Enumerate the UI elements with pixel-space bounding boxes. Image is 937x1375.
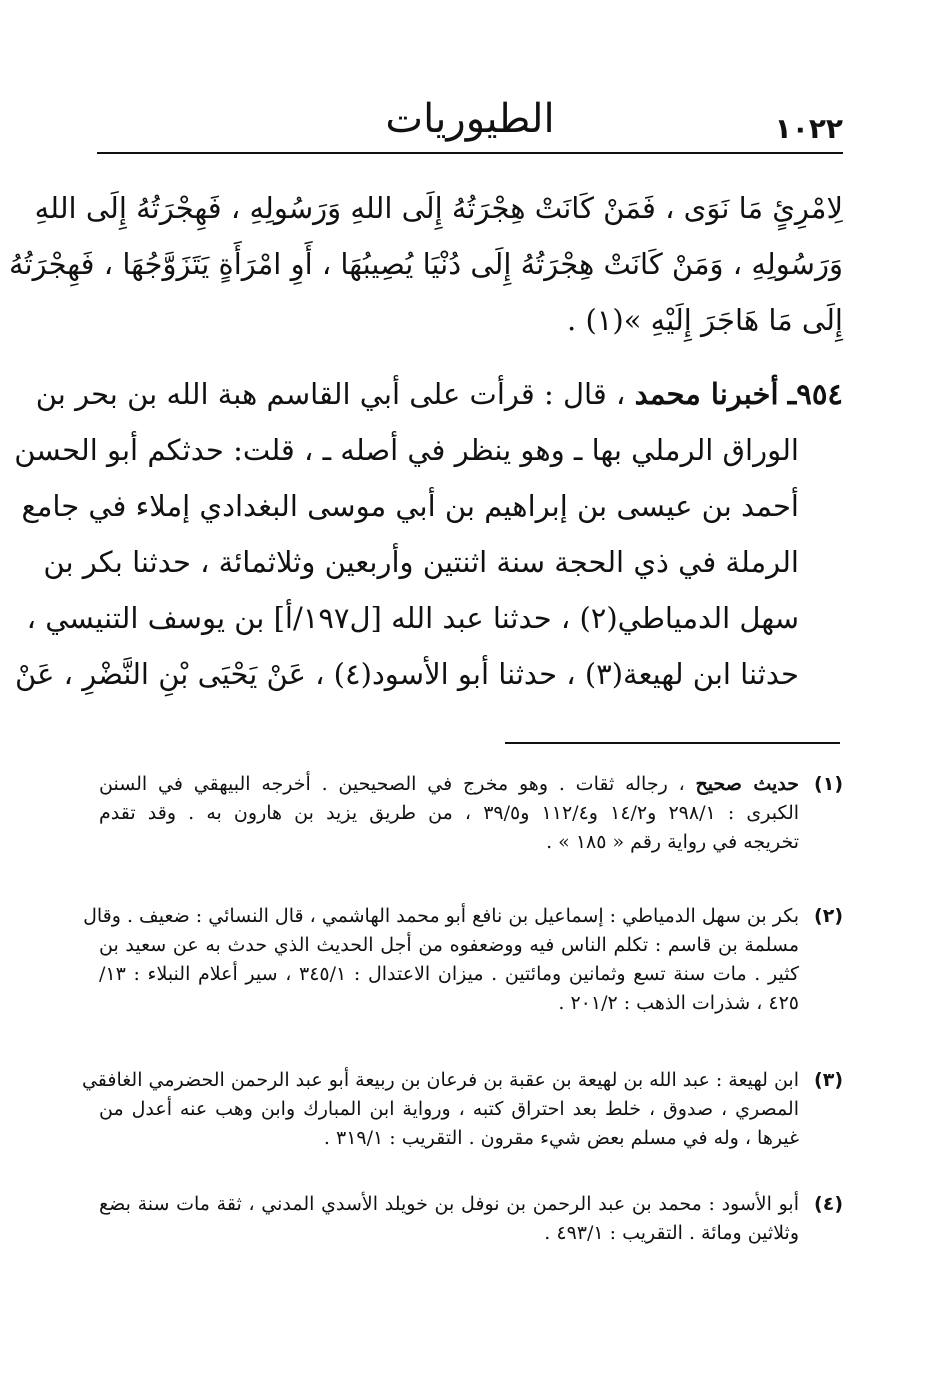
footnote-line: أبو الأسود : محمد بن عبد الرحمن بن نوفل بن خويلد الأسدي المدني ، ثقة مات سنة بضع [99, 1193, 799, 1215]
header-rule [97, 152, 843, 154]
footnote-2 [83, 902, 843, 1018]
hadith-text-continued [8, 180, 843, 348]
footnote-line: بكر بن سهل الدمياطي : إسماعيل بن نافع أبو محمد الهاشمي ، قال النسائي : ضعيف . وقال [83, 905, 799, 927]
footnote-mark: (٤) [814, 1193, 843, 1215]
page-header [97, 96, 843, 152]
book-title: الطيوريات [385, 96, 555, 142]
footnote-line: كثير . مات سنة تسع وثمانين ومائتين . ميزان الاعتدال : ٣٤٥/١ ، سير أعلام النبلاء : ١٣/ [99, 963, 799, 985]
entry-954 [14, 366, 843, 702]
text-line: وَرَسُولِهِ ، وَمَنْ كَانَتْ هِجْرَتُهُ إِلَى دُنْيَا يُصِيبُهَا ، أَوِ امْرَأَةٍ يَتَزَوَّجُهَا ، فَهِجْرَتُهُ [8, 247, 843, 281]
text-line: إِلَى مَا هَاجَرَ إِلَيْهِ »(١) . [567, 303, 843, 337]
text-line: لِامْرِئٍ مَا نَوَى ، فَمَنْ كَانَتْ هِجْرَتُهُ إِلَى اللهِ وَرَسُولِهِ ، فَهِجْرَتُهُ إِلَى اللهِ [34, 191, 843, 225]
footnote-line: ٤٢٥ ، شذرات الذهب : ٢٠١/٢ . [558, 992, 799, 1014]
footnote-line: المصري ، صدوق ، خلط بعد احتراق كتبه ، ورواية ابن المبارك وابن وهب عنه أعدل من [99, 1098, 799, 1120]
footnote-line: غيرها ، وله في مسلم بعض شيء مقرون . التقريب : ٣١٩/١ . [323, 1127, 799, 1149]
entry-line-text: ، قال : قرأت على أبي القاسم هبة الله بن بحر بن [35, 377, 626, 411]
footnote-separator [505, 742, 840, 744]
footnote-body [99, 1190, 799, 1248]
page-number: ١٠٢٢ [774, 112, 843, 145]
text-line: الرملة في ذي الحجة سنة اثنتين وأربعين وثلاثمائة ، حدثنا بكر بن [43, 545, 799, 579]
footnote-body [99, 770, 799, 857]
footnote-1 [99, 770, 843, 857]
footnote-mark: (٣) [814, 1069, 843, 1091]
footnote-body [81, 1066, 799, 1153]
footnote-body [83, 902, 799, 1018]
footnote-line: تخريجه في رواية رقم « ١٨٥ » . [546, 831, 799, 853]
text-line: حدثنا ابن لهيعة(٣) ، حدثنا أبو الأسود(٤) ، عَنْ يَحْيَى بْنِ النَّضْرِ ، عَنْ [15, 657, 799, 691]
footnote-mark: (١) [814, 773, 843, 795]
footnote-line: وثلاثين ومائة . التقريب : ٤٩٣/١ . [544, 1222, 799, 1244]
footnote-lead: حديث صحيح [695, 773, 799, 795]
footnote-mark: (٢) [814, 905, 843, 927]
footnote-3 [81, 1066, 843, 1153]
text-line: الوراق الرملي بها ـ وهو ينظر في أصله ـ ، قلت: حدثكم أبو الحسن [14, 433, 799, 467]
text-line: أحمد بن عيسى بن إبراهيم بن أبي موسى البغدادي إملاء في جامع [21, 489, 799, 523]
entry-lead: أخبرنا محمد [634, 377, 779, 411]
footnote-line-text: ، رجاله ثقات . وهو مخرج في الصحيحين . أخرجه البيهقي في السنن [99, 773, 685, 795]
footnote-4 [99, 1190, 843, 1248]
entry-number: ٩٥٤ـ [787, 377, 843, 411]
footnote-line [99, 770, 799, 799]
footnote-line: ابن لهيعة : عبد الله بن لهيعة بن عقبة بن فرعان بن ربيعة أبو عبد الرحمن الحضرمي الغافقي [81, 1069, 799, 1091]
footnote-line: مسلمة بن قاسم : تكلم الناس فيه ووضعفوه من أجل الحديث الذي حدث به عن سعيد بن [99, 934, 799, 956]
footnote-line: الكبرى : ٢٩٨/١ و١٤/٢ و١١٢/٤ و٣٩/٥ ، من طريق يزيد بن هارون به . وقد تقدم [99, 802, 800, 824]
entry-first-line [35, 366, 843, 422]
text-line: سهل الدمياطي(٢) ، حدثنا عبد الله [ل١٩٧/أ] بن يوسف التنيسي ، [26, 601, 799, 635]
